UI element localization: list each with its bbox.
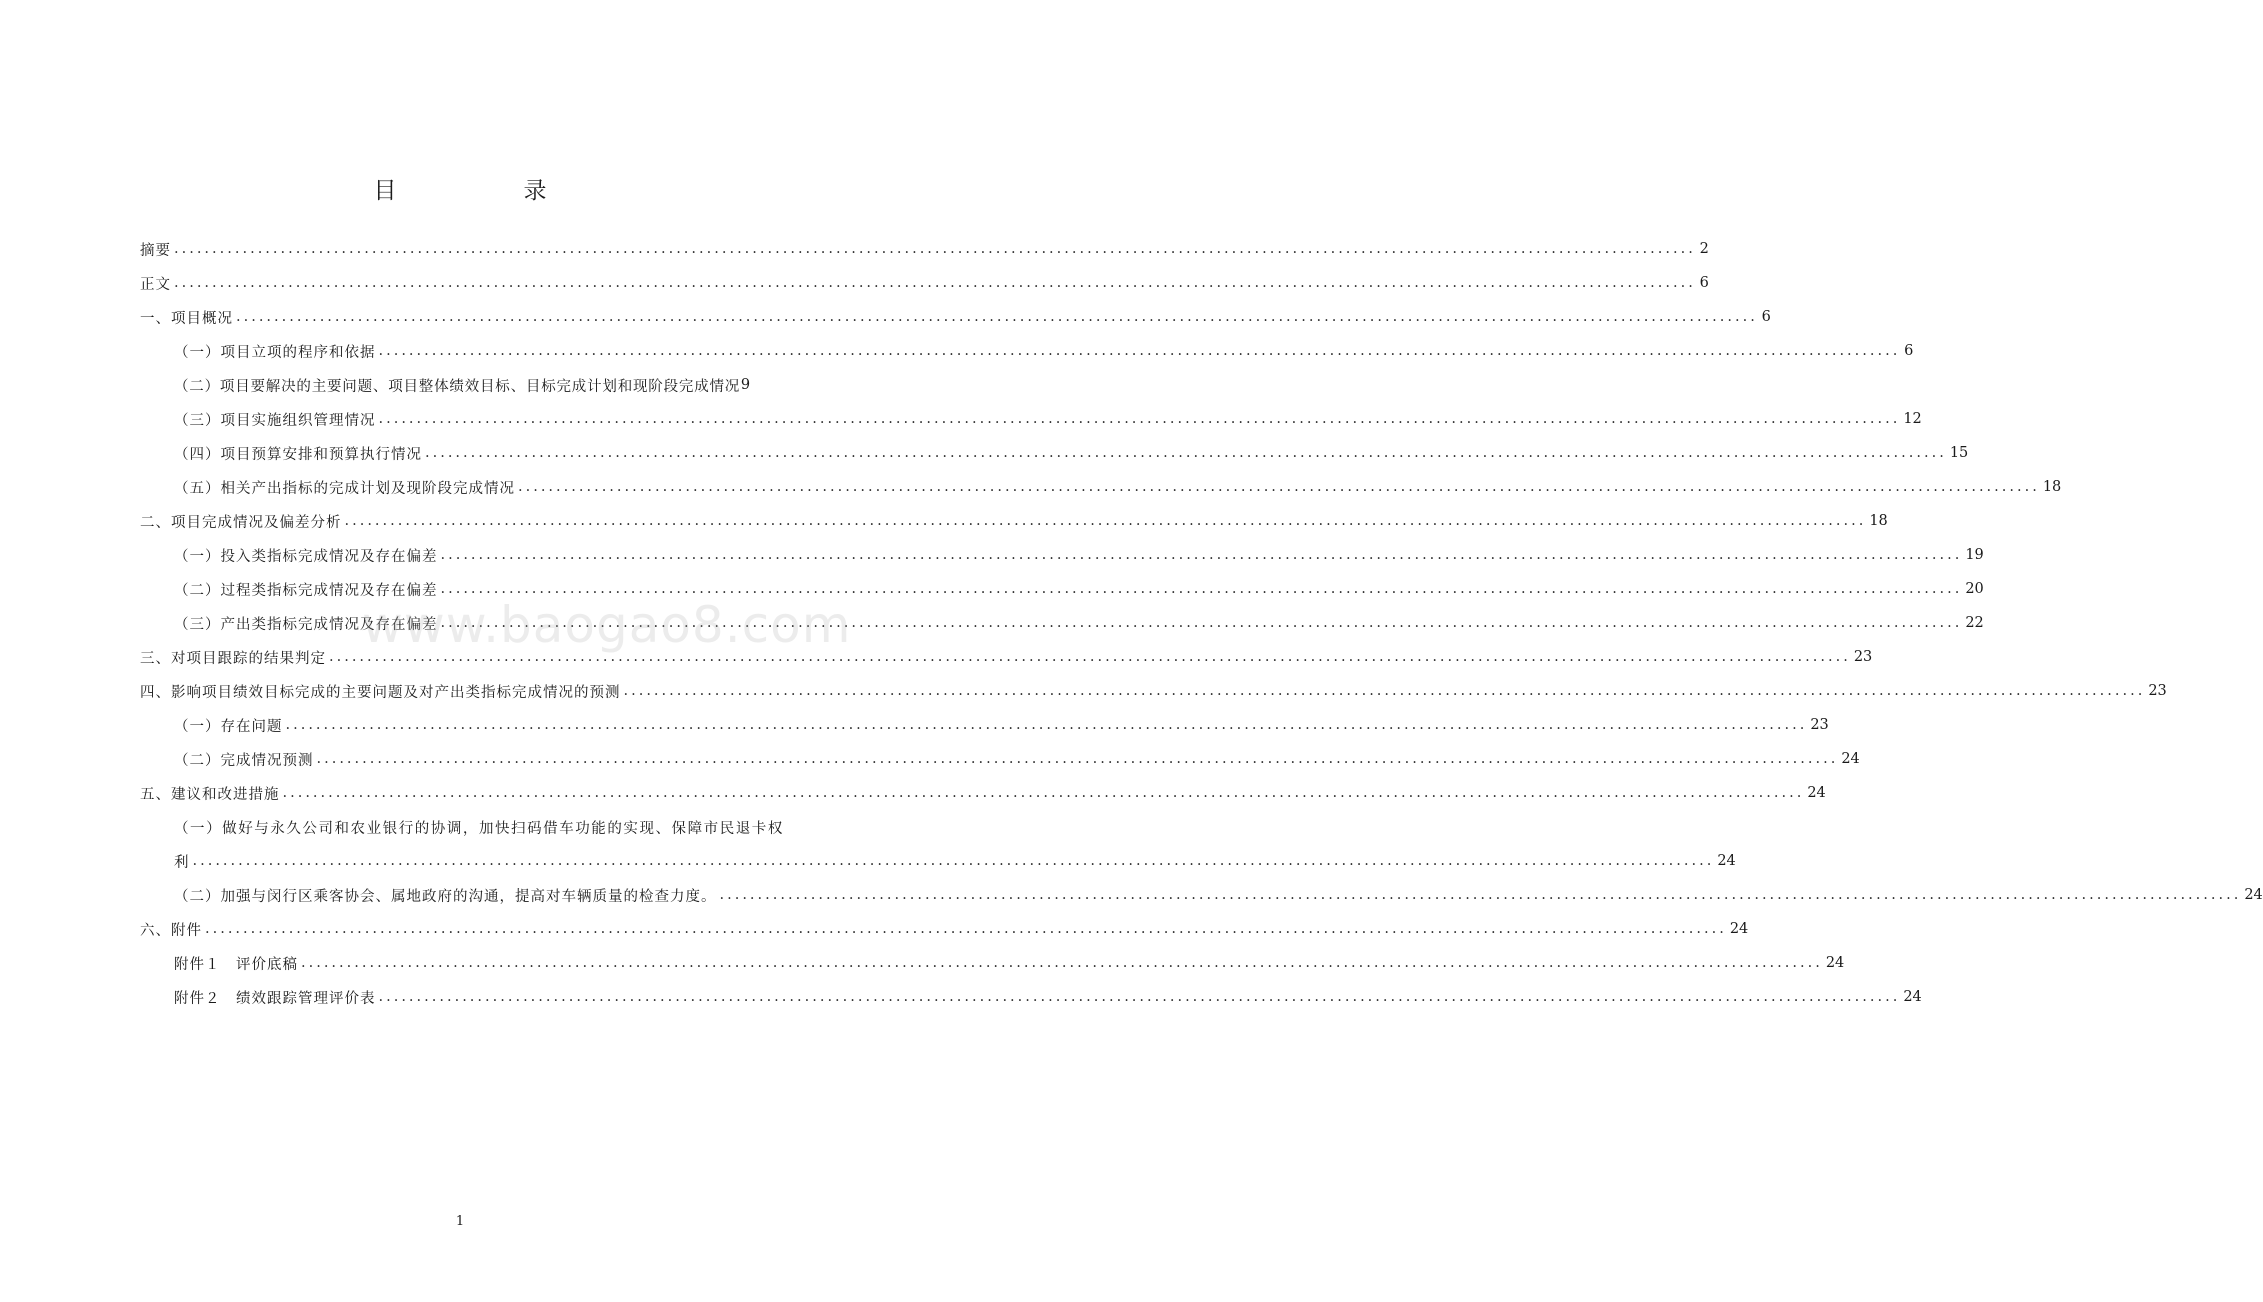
toc-entry[interactable] (140, 436, 1969, 470)
toc-entry[interactable] (140, 504, 1888, 538)
toc-entry[interactable] (140, 980, 1922, 1014)
toc-entry[interactable] (140, 266, 1709, 300)
toc-entry[interactable] (140, 878, 2263, 912)
watermark: www.baogao8.com (362, 596, 852, 654)
toc-entry-label: 附件１ 评价底稿 (174, 956, 298, 973)
toc-entry-label: 正文 (140, 276, 171, 293)
toc-entry-label: （二）完成情况预测 (174, 752, 314, 769)
toc-entry-page: 24 (1729, 921, 1749, 937)
toc-entry-label: 六、附件 (140, 922, 202, 939)
toc-entry-page: 6 (1761, 309, 1771, 325)
toc-entry-page: 20 (1965, 581, 1984, 597)
toc-entry-page: 19 (1965, 547, 1984, 563)
toc-entry-page: 24 (1717, 853, 1736, 869)
dot-leader: ........................................................................................................................................................................................................ (378, 343, 1901, 359)
toc-entry[interactable] (140, 232, 1709, 266)
toc-entry-label: （三）项目实施组织管理情况 (174, 412, 376, 429)
toc-entry[interactable] (140, 776, 1826, 810)
dot-leader: ........................................................................................................................................................................................................ (285, 717, 1808, 733)
toc-entry-page: 24 (1903, 989, 1922, 1005)
toc-entry-label: 附件２ 绩效跟踪管理评价表 (174, 990, 376, 1007)
dot-leader: ........................................................................................................................................................................................................ (316, 751, 1839, 767)
dot-leader: ........................................................................................................................................................................................................ (344, 513, 1867, 529)
toc-entry-label: （四）项目预算安排和预算执行情况 (174, 446, 422, 463)
toc-entry-page: 24 (1825, 955, 1845, 971)
toc-entry-page: 18 (1869, 513, 1888, 529)
toc-entry[interactable] (140, 708, 1829, 742)
toc-entry-label: 摘要 (140, 242, 171, 259)
toc-entry[interactable] (140, 300, 1771, 334)
dot-leader: ........................................................................................................................................................................................................ (378, 411, 1901, 427)
toc-entry-label: （一）投入类指标完成情况及存在偏差 (174, 548, 438, 565)
toc-entry-page: 24 (2244, 887, 2263, 903)
dot-leader: ........................................................................................................................................................................................................ (174, 241, 1696, 257)
dot-leader: ........................................................................................................................................................................................................ (440, 581, 1963, 597)
toc-entry-label: （五）相关产出指标的完成计划及现阶段完成情况 (174, 480, 515, 497)
dot-leader: ........................................................................................................................................................................................................ (192, 853, 1715, 869)
toc-entry[interactable] (140, 742, 1860, 776)
toc-entry-label: （二）加强与闵行区乘客协会、属地政府的沟通，提高对车辆质量的检查力度。 (174, 888, 717, 905)
toc-entry-label: （二）项目要解决的主要问题、项目整体绩效目标、目标完成计划和现阶段完成情况 (174, 378, 741, 395)
toc-entry[interactable] (140, 402, 1922, 436)
toc-entry-label: 一、项目概况 (140, 310, 233, 327)
toc-entry-label: （一）做好与永久公司和农业银行的协调，加快扫码借车功能的实现、保障市民退卡权 (174, 820, 784, 837)
toc-entry-label: 利 (174, 854, 190, 871)
toc-entry-label: （三）产出类指标完成情况及存在偏差 (174, 616, 438, 633)
toc-entry-page: 23 (2148, 683, 2167, 699)
toc-entry-continuation[interactable] (140, 844, 1736, 878)
dot-leader: ........................................................................................................................................................................................................ (174, 275, 1696, 291)
toc-entry[interactable] (140, 946, 1845, 980)
toc-entry-label: 四、影响项目绩效目标完成的主要问题及对产出类指标完成情况的预测 (140, 684, 621, 701)
toc-entry[interactable] (140, 810, 784, 844)
dot-leader: ........................................................................................................................................................................................................ (205, 921, 1727, 937)
toc-entry-page: 15 (1949, 445, 1969, 461)
toc-entry-page: 24 (1807, 785, 1826, 801)
dot-leader: ........................................................................................................................................................................................................ (623, 683, 2146, 699)
dot-leader: ........................................................................................................................................................................................................ (282, 785, 1805, 801)
toc-entry-label: 三、对项目跟踪的结果判定 (140, 650, 326, 667)
toc-entry[interactable] (140, 912, 1749, 946)
dot-leader: ........................................................................................................................................................................................................ (518, 479, 2040, 495)
toc-entry[interactable] (140, 674, 2167, 708)
toc-entry-page: 22 (1965, 615, 1984, 631)
dot-leader: ........................................................................................................................................................................................................ (378, 989, 1901, 1005)
dot-leader: ........................................................................................................................................................................................................ (236, 309, 1758, 325)
toc-entry-page: 6 (1904, 343, 1914, 359)
dot-leader: ........................................................................................................................................................................................................ (440, 615, 1963, 631)
dot-leader: ........................................................................................................................................................................................................ (301, 955, 1823, 971)
toc-entry-label: （二）过程类指标完成情况及存在偏差 (174, 582, 438, 599)
toc-entry-label: 五、建议和改进措施 (140, 786, 280, 803)
toc-entry[interactable] (140, 368, 780, 402)
dot-leader: ........................................................................................................................................................................................................ (719, 887, 2242, 903)
toc-entry-label: 二、项目完成情况及偏差分析 (140, 514, 342, 531)
toc-entry-page: 24 (1841, 751, 1860, 767)
toc-entry-page: 2 (1699, 241, 1709, 257)
toc-entry-page: 18 (2042, 479, 2062, 495)
dot-leader: ........................................................................................................................................................................................................ (425, 445, 1947, 461)
toc-entry-page: 23 (1810, 717, 1829, 733)
dot-leader: ........................................................................................................................................................................................................ (329, 649, 1851, 665)
toc-entry-page: 12 (1903, 411, 1922, 427)
toc-entry-page: 9 (740, 377, 751, 393)
page-title: 目 录 (373, 178, 599, 204)
toc-entry-label: （一）存在问题 (174, 718, 283, 735)
page-number: 1 (455, 1214, 465, 1229)
toc-entry[interactable] (140, 538, 1984, 572)
toc-entry-label: （一）项目立项的程序和依据 (174, 344, 376, 361)
dot-leader: ........................................................................................................................................................................................................ (440, 547, 1963, 563)
toc-entry[interactable] (140, 470, 2062, 504)
toc-entry-page: 23 (1853, 649, 1873, 665)
toc-entry-page: 6 (1699, 275, 1709, 291)
toc-entry[interactable] (140, 334, 1914, 368)
